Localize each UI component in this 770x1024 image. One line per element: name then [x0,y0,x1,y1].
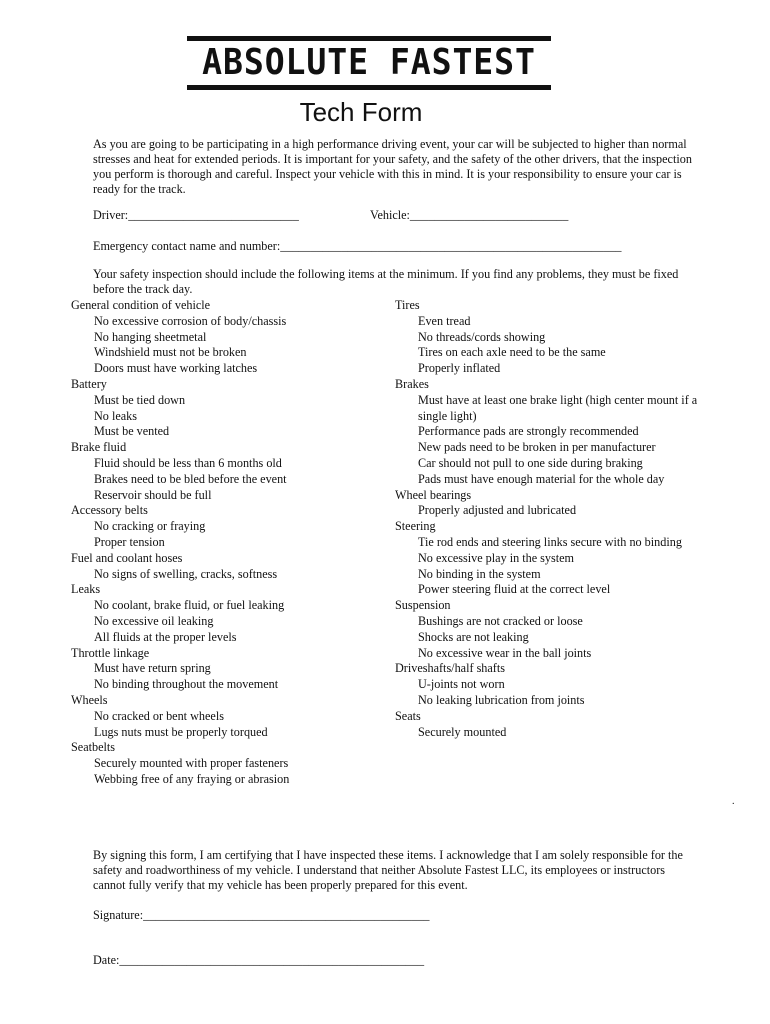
checklist-item: Securely mounted with proper fasteners [94,756,289,771]
stray-mark: . [732,796,735,807]
checklist-item: Proper tension [94,534,165,549]
checklist-item: Shocks are not leaking [418,629,529,644]
right-checklist-column [395,298,745,740]
checklist-item: Securely mounted [418,724,507,739]
intro-paragraph: As you are going to be participating in a high performance driving event, your car will be subjected to higher than normal stresses and heat for extended periods. It is important for your safety, and the safety of the other drivers, that the inspection you perform is thorough and careful. Inspect your vehicle with this in mind. It is your responsibility to ensure your car is ready for the track. [93,137,692,196]
checklist-item: Must have at least one brake light (high center mount if a [418,392,698,407]
checklist-item: Car should not pull to one side during braking [418,455,643,470]
emergency-contact-field: Emergency contact name and number:________________________________________________________ [93,239,622,253]
checklist-item: Tie rod ends and steering links secure with no binding [418,534,682,549]
checklist-item: No excessive wear in the ball joints [418,645,592,660]
checklist-category: Seatbelts [71,740,116,755]
checklist-category: Wheels [71,692,108,707]
checklist-item: Tires on each axle need to be the same [418,345,606,360]
left-checklist-column [71,298,391,788]
checklist-item: All fluids at the proper levels [94,629,237,644]
checklist-category: Tires [395,298,420,312]
checklist-item: Properly inflated [418,361,501,376]
checklist-item: No threads/cords showing [418,329,546,344]
checklist-item: Doors must have working latches [94,361,258,376]
checklist-item: No excessive oil leaking [94,613,214,628]
checklist-item: No cracked or bent wheels [94,708,224,723]
checklist-item: Must have return spring [94,661,211,676]
checklist-item: No leaking lubrication from joints [418,692,585,707]
checklist-item: No binding throughout the movement [94,677,279,692]
checklist-category: Accessory belts [71,503,148,518]
checklist-item: No coolant, brake fluid, or fuel leaking [94,598,285,613]
checklist-item: No excessive play in the system [418,550,575,565]
checklist-category: Fuel and coolant hoses [71,550,183,565]
checklist-category: Battery [71,376,107,391]
checklist-item: Properly adjusted and lubricated [418,503,577,518]
checklist-item: Windshield must not be broken [94,345,247,360]
checklist-item: single light) [418,408,477,423]
checklist-item: Pads must have enough material for the whole day [418,471,665,486]
logo-top-rule [187,36,551,41]
checklist-item: No leaks [94,408,137,423]
checklist-category: Driveshafts/half shafts [395,661,505,676]
checklist-category: Suspension [395,598,451,613]
checklist-item: Performance pads are strongly recommended [418,424,639,439]
checklist-category: Steering [395,519,436,534]
checklist-item: Brakes need to be bled before the event [94,471,287,486]
vehicle-field: Vehicle:__________________________ [370,208,569,222]
checklist-category: Wheel bearings [395,487,472,502]
page-title: Tech Form [299,97,423,127]
checklist-item: Even tread [418,313,471,328]
driver-field: Driver:____________________________ [93,208,299,222]
checklist-item: Fluid should be less than 6 months old [94,455,282,470]
checklist-item: No excessive corrosion of body/chassis [94,313,287,328]
checklist-category: Throttle linkage [71,645,150,660]
checklist-item: Must be vented [94,424,170,439]
checklist-item: No cracking or fraying [94,519,206,534]
checklist-item: Reservoir should be full [94,487,212,502]
checklist-category: General condition of vehicle [71,298,211,312]
logo-text: ABSOLUTE FASTEST [202,42,536,83]
checklist-item: New pads need to be broken in per manufacturer [418,440,656,455]
checklist-item: Must be tied down [94,392,186,407]
checklist-item: Bushings are not cracked or loose [418,613,583,628]
logo-bottom-rule [187,85,551,90]
certification-paragraph: By signing this form, I am certifying that I have inspected these items. I acknowledge that I am solely responsible for the safety and roadworthiness of my vehicle. I understand that neither Absolute Fastest LLC, its employees or instructors cannot fully verify that my vehicle has been properly prepared for this event. [93,848,683,892]
date-field: Date:__________________________________________________ [93,953,425,967]
checklist-category: Brake fluid [71,440,127,455]
checklist-item: U-joints not worn [418,677,505,692]
inspection-intro: Your safety inspection should include the following items at the minimum. If you find any problems, they must be fixed before the track day. [93,267,679,296]
checklist-item: No signs of swelling, cracks, softness [94,566,278,581]
checklist-item: No binding in the system [418,566,541,581]
absolute-fastest-logo [187,36,551,90]
checklist-item: Power steering fluid at the correct level [418,582,611,597]
signature-field: Signature:_______________________________________________ [93,908,430,922]
checklist-item: Webbing free of any fraying or abrasion [94,771,290,786]
checklist-category: Leaks [71,582,101,597]
checklist-category: Seats [395,708,421,723]
checklist-item: No hanging sheetmetal [94,329,207,344]
checklist-category: Brakes [395,376,429,391]
checklist-item: Lugs nuts must be properly torqued [94,724,268,739]
